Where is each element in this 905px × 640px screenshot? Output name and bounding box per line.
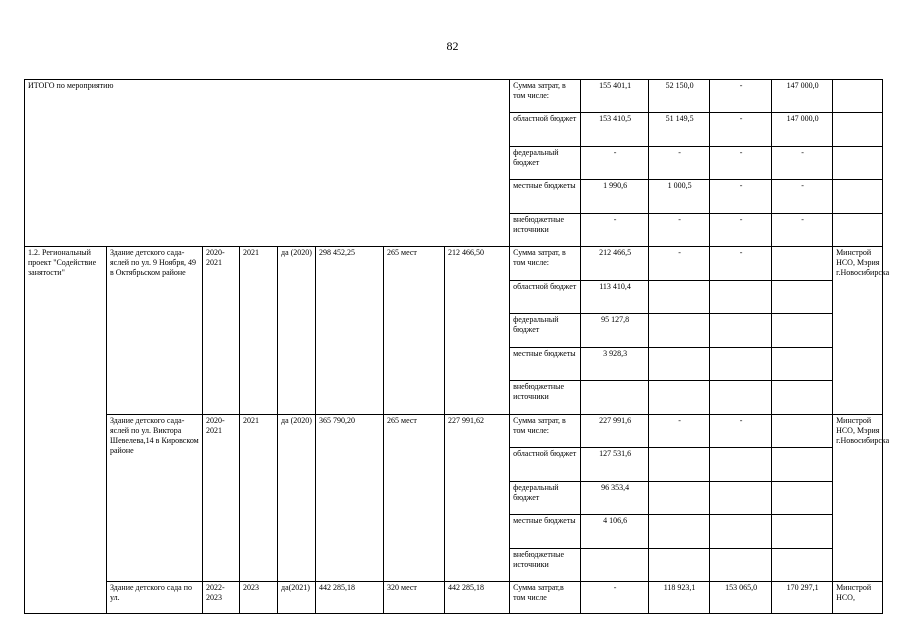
funding-source: внебюджетные источники (510, 381, 581, 415)
value-cell: - (710, 247, 772, 281)
value-cell: 52 150,0 (649, 80, 710, 113)
object-executor: Минстрой НСО, Мэрия г.Новосибирска (833, 247, 883, 415)
value-cell: - (649, 214, 710, 247)
value-cell (710, 281, 772, 314)
object-capacity: 320 мест (384, 582, 445, 614)
page-number: 82 (446, 39, 459, 53)
value-cell (581, 549, 649, 582)
object-name: Здание детского сада-яслей по ул. 9 Ноября, 49 в Октябрьском районе (107, 247, 203, 415)
funding-source: федеральный бюджет (510, 482, 581, 515)
project-label: 1.2. Региональный проект "Содействие занятости" (25, 247, 107, 614)
object-year: 2021 (240, 247, 278, 415)
itogo-label: ИТОГО по мероприятию (25, 80, 510, 247)
value-cell (710, 314, 772, 348)
value-cell: 147 000,0 (772, 113, 833, 147)
value-cell (772, 515, 833, 549)
value-cell: - (710, 80, 772, 113)
object-capacity: 265 мест (384, 247, 445, 415)
value-cell (772, 549, 833, 582)
value-cell (649, 348, 710, 381)
object-flag: да (2020) (278, 415, 316, 582)
value-cell (649, 515, 710, 549)
value-cell: 96 353,4 (581, 482, 649, 515)
value-cell: 153 410,5 (581, 113, 649, 147)
value-cell: 155 401,1 (581, 80, 649, 113)
value-cell: - (581, 214, 649, 247)
value-cell (772, 381, 833, 415)
value-cell (710, 549, 772, 582)
funding-source: Сумма затрат, в том числе: (510, 415, 581, 448)
value-cell (772, 247, 833, 281)
value-cell: - (581, 147, 649, 180)
funding-source: Сумма затрат, в том числе: (510, 247, 581, 281)
funding-source: федеральный бюджет (510, 314, 581, 348)
funding-source: федеральный бюджет (510, 147, 581, 180)
funding-source: местные бюджеты (510, 348, 581, 381)
value-cell: - (710, 147, 772, 180)
itogo-row (25, 80, 883, 113)
value-cell: - (649, 415, 710, 448)
object-cost: 442 285,18 (316, 582, 384, 614)
value-cell: 1 990,6 (581, 180, 649, 214)
object-remain: 442 285,18 (445, 582, 510, 614)
value-cell: 212 466,5 (581, 247, 649, 281)
empty-cell (833, 80, 883, 113)
value-cell (710, 515, 772, 549)
value-cell (710, 381, 772, 415)
value-cell: 51 149,5 (649, 113, 710, 147)
value-cell: - (581, 582, 649, 614)
value-cell (772, 281, 833, 314)
object-period: 2022-2023 (203, 582, 240, 614)
object-period: 2020-2021 (203, 247, 240, 415)
object-row (25, 247, 883, 281)
funding-source: внебюджетные источники (510, 214, 581, 247)
value-cell (649, 549, 710, 582)
object-cost: 298 452,25 (316, 247, 384, 415)
value-cell: 147 000,0 (772, 80, 833, 113)
value-cell (581, 381, 649, 415)
funding-source: областной бюджет (510, 448, 581, 482)
value-cell: 95 127,8 (581, 314, 649, 348)
program-table (24, 79, 890, 614)
value-cell: 227 991,6 (581, 415, 649, 448)
value-cell (772, 482, 833, 515)
object-flag: да(2021) (278, 582, 316, 614)
value-cell: - (710, 415, 772, 448)
object-year: 2023 (240, 582, 278, 614)
funding-source: областной бюджет (510, 113, 581, 147)
value-cell (710, 448, 772, 482)
value-cell: - (772, 180, 833, 214)
value-cell (710, 482, 772, 515)
value-cell: 4 106,6 (581, 515, 649, 549)
object-remain: 212 466,50 (445, 247, 510, 415)
object-name: Здание детского сада по ул. (107, 582, 203, 614)
value-cell: 113 410,4 (581, 281, 649, 314)
object-capacity: 265 мест (384, 415, 445, 582)
object-row (25, 415, 883, 448)
funding-source: местные бюджеты (510, 515, 581, 549)
value-cell: 3 928,3 (581, 348, 649, 381)
funding-source: Сумма затрат,в том числе (510, 582, 581, 614)
value-cell: - (710, 214, 772, 247)
value-cell (710, 348, 772, 381)
object-remain: 227 991,62 (445, 415, 510, 582)
funding-source: местные бюджеты (510, 180, 581, 214)
object-cost: 365 790,20 (316, 415, 384, 582)
value-cell (649, 314, 710, 348)
value-cell: 118 923,1 (649, 582, 710, 614)
value-cell (772, 348, 833, 381)
empty-cell (833, 214, 883, 247)
object-flag: да (2020) (278, 247, 316, 415)
value-cell: 127 531,6 (581, 448, 649, 482)
object-executor: Минстрой НСО, (833, 582, 883, 614)
value-cell: - (710, 180, 772, 214)
value-cell (772, 314, 833, 348)
value-cell (649, 448, 710, 482)
value-cell: - (772, 214, 833, 247)
value-cell (772, 415, 833, 448)
object-period: 2020-2021 (203, 415, 240, 582)
empty-cell (833, 180, 883, 214)
value-cell: - (649, 247, 710, 281)
value-cell: - (649, 147, 710, 180)
value-cell (649, 482, 710, 515)
object-executor: Минстрой НСО, Мэрия г.Новосибирска (833, 415, 883, 582)
value-cell: - (710, 113, 772, 147)
empty-cell (833, 147, 883, 180)
object-row (25, 582, 883, 614)
object-year: 2021 (240, 415, 278, 582)
value-cell (649, 281, 710, 314)
value-cell (772, 448, 833, 482)
object-name: Здание детского сада-яслей по ул. Виктора Шевелева,14 в Кировском районе (107, 415, 203, 582)
value-cell: - (772, 147, 833, 180)
value-cell: 1 000,5 (649, 180, 710, 214)
value-cell: 170 297,1 (772, 582, 833, 614)
value-cell: 153 065,0 (710, 582, 772, 614)
value-cell (649, 381, 710, 415)
funding-source: областной бюджет (510, 281, 581, 314)
funding-source: внебюджетные источники (510, 549, 581, 582)
empty-cell (833, 113, 883, 147)
funding-source: Сумма затрат, в том числе: (510, 80, 581, 113)
